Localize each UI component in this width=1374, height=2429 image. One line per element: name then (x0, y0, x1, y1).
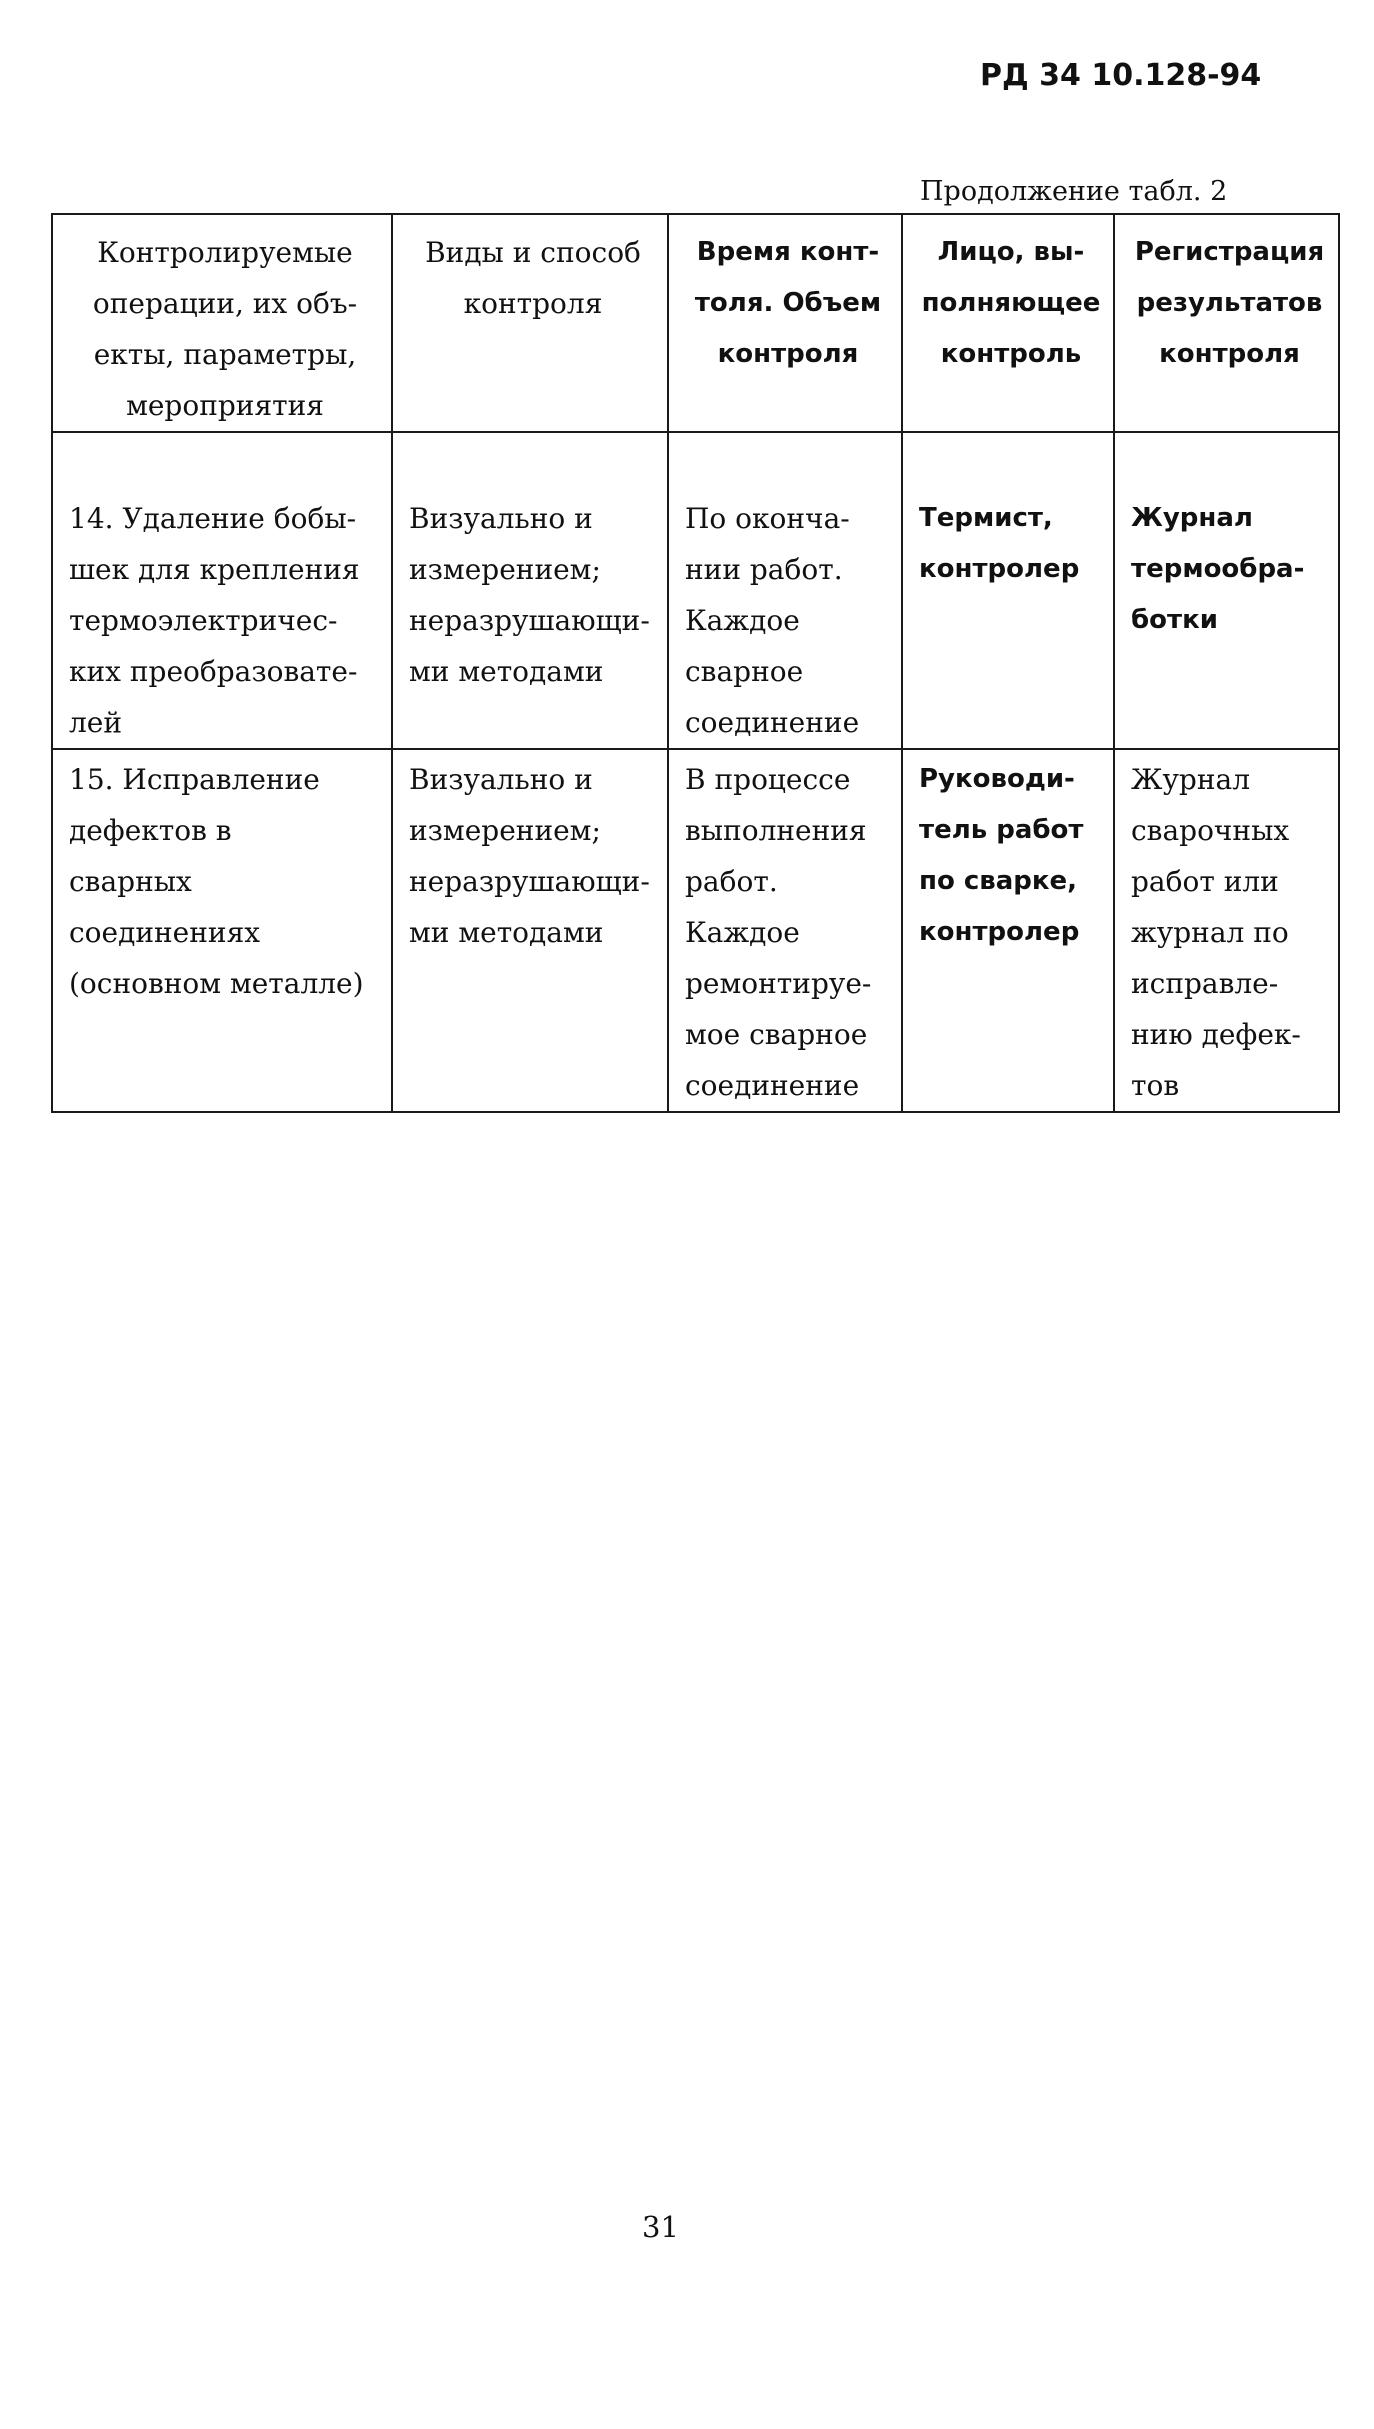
table-row (52, 749, 1339, 1112)
cell-time: По оконча- нии работ. Каждое сварное соединение (668, 432, 902, 749)
column-header-person: Лицо, вы- полняющее контроль (902, 214, 1114, 432)
table-header-row (52, 214, 1339, 432)
cell-person: Руководи- тель работ по сварке, контролер (902, 749, 1114, 1112)
control-table (51, 213, 1340, 1113)
cell-operation: 14. Удаление бобы- шек для крепления термоэлектричес- ких преобразовате- лей (52, 432, 392, 749)
cell-method: Визуально и измерением; неразрушающи- ми методами (392, 432, 668, 749)
column-header-method: Виды и способ контроля (392, 214, 668, 432)
page-number: 31 (642, 2210, 679, 2244)
column-header-registration: Регистрация результатов контроля (1114, 214, 1339, 432)
cell-method: Визуально и измерением; неразрушающи- ми методами (392, 749, 668, 1112)
cell-registration: Журнал термообра- ботки (1114, 432, 1339, 749)
column-header-time: Время конт- толя. Объем контроля (668, 214, 902, 432)
document-code: РД 34 10.128-94 (980, 58, 1262, 93)
column-header-operations: Контролируемые операции, их объ- екты, параметры, мероприятия (52, 214, 392, 432)
cell-time: В процессе выполнения работ. Каждое ремонтируе- мое сварное соединение (668, 749, 902, 1112)
table-caption: Продолжение табл. 2 (920, 176, 1228, 207)
cell-registration: Журнал сварочных работ или журнал по исправле- нию дефек- тов (1114, 749, 1339, 1112)
table-row (52, 432, 1339, 749)
cell-person: Термист, контролер (902, 432, 1114, 749)
cell-operation: 15. Исправление дефектов в сварных соединениях (основном металле) (52, 749, 392, 1112)
